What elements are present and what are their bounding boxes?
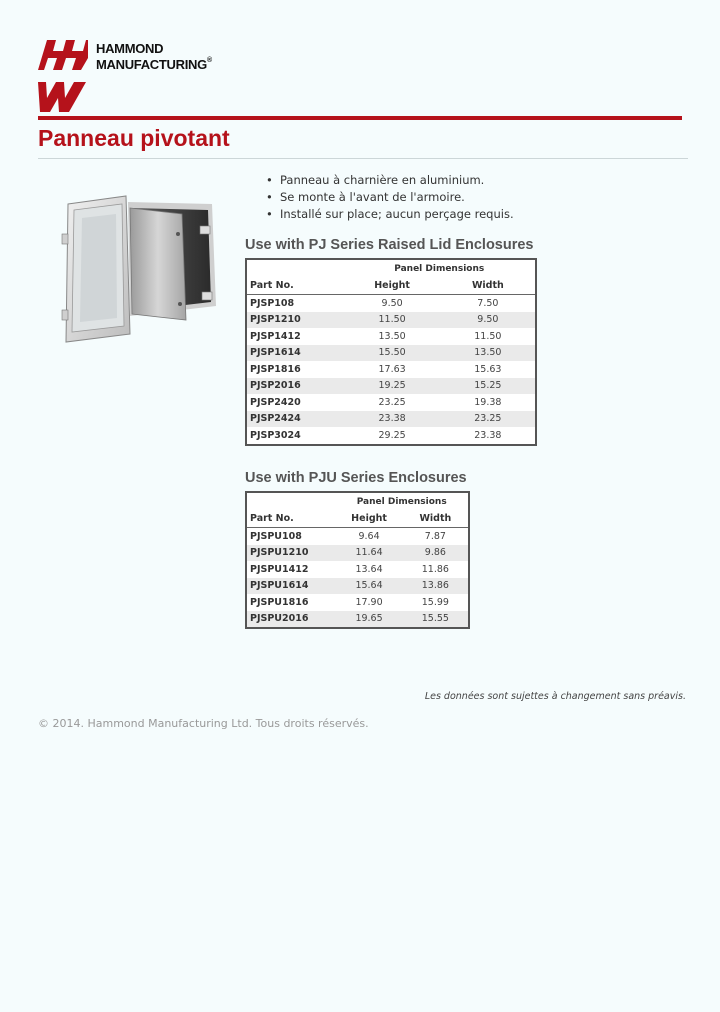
column-header-part-no: Part No. <box>246 277 343 295</box>
pju-series-section-title: Use with PJU Series Enclosures <box>245 470 467 486</box>
height-value: 23.38 <box>343 411 440 428</box>
height-value: 13.50 <box>378 330 406 342</box>
table-row <box>246 328 536 345</box>
width-value: 13.86 <box>403 578 469 595</box>
table-row <box>246 578 469 595</box>
part-number: PJSPU1816 <box>250 596 309 608</box>
width-value: 15.55 <box>403 611 469 629</box>
part-number: PJSP2016 <box>246 378 343 395</box>
height-value: 17.90 <box>355 596 383 608</box>
table-row <box>246 561 469 578</box>
width-value: 23.25 <box>441 411 536 428</box>
table-row <box>246 378 536 395</box>
table-spacer-cell <box>246 492 335 510</box>
width-value: 9.86 <box>403 545 469 562</box>
page-title: Panneau pivotant <box>38 125 230 151</box>
part-number: PJSPU1614 <box>246 578 335 595</box>
column-header-height: Height <box>343 277 440 295</box>
height-value: 15.50 <box>343 345 440 362</box>
feature-list <box>262 172 514 223</box>
width-value: 23.38 <box>474 429 502 441</box>
part-number: PJSPU1412 <box>250 563 309 575</box>
width-value: 11.86 <box>421 563 449 575</box>
height-value: 23.25 <box>378 396 406 408</box>
feature-item: • Installé sur place; aucun perçage requis. <box>262 206 514 223</box>
width-value: 15.99 <box>421 596 449 608</box>
height-value: 19.65 <box>335 611 402 629</box>
feature-item: • Panneau à charnière en aluminium. <box>262 172 514 189</box>
pj-series-section-title: Use with PJ Series Raised Lid Enclosures <box>245 237 534 253</box>
panel-dimensions-header: Panel Dimensions <box>356 496 447 507</box>
part-number: PJSP1816 <box>250 363 301 375</box>
width-value: 15.63 <box>474 363 502 375</box>
panel-dimensions-header: Panel Dimensions <box>394 263 485 274</box>
hammond-logo <box>38 40 238 115</box>
part-number: PJSP3024 <box>250 429 301 441</box>
part-number: PJSPU1210 <box>246 545 335 562</box>
hammond-logo-mark-icon <box>38 40 88 112</box>
table-row <box>246 611 469 629</box>
table-row <box>246 545 469 562</box>
brand-name-line2-text: MANUFACTURING <box>96 57 207 72</box>
brand-name-line1: HAMMOND <box>96 41 164 56</box>
part-number: PJSP108 <box>250 297 295 309</box>
height-value: 13.64 <box>355 563 383 575</box>
height-value: 9.50 <box>381 297 403 309</box>
column-header-part-no: Part No. <box>246 510 335 528</box>
feature-item: • Se monte à l'avant de l'armoire. <box>262 189 514 206</box>
height-value: 9.64 <box>358 530 380 542</box>
part-number: PJSPU2016 <box>246 611 335 629</box>
header-red-rule <box>38 116 682 120</box>
table-row <box>246 295 536 312</box>
width-value: 9.50 <box>441 312 536 329</box>
table-spacer-cell <box>246 259 343 277</box>
width-value: 11.50 <box>474 330 502 342</box>
height-value: 15.64 <box>335 578 402 595</box>
pju-series-dimensions-table <box>245 491 470 629</box>
disclaimer-note: Les données sont sujettes à changement sans préavis. <box>424 691 686 702</box>
part-number: PJSP1614 <box>246 345 343 362</box>
part-number: PJSP1412 <box>250 330 301 342</box>
height-value: 19.25 <box>343 378 440 395</box>
height-value: 17.63 <box>378 363 406 375</box>
width-value: 15.25 <box>441 378 536 395</box>
table-row <box>246 361 536 378</box>
table-row <box>246 345 536 362</box>
part-number: PJSP2424 <box>246 411 343 428</box>
width-value: 13.50 <box>441 345 536 362</box>
column-header-width: Width <box>403 510 469 528</box>
copyright-notice: © 2014. Hammond Manufacturing Ltd. Tous droits réservés. <box>38 717 369 730</box>
width-value: 7.87 <box>424 530 446 542</box>
part-number: PJSP1210 <box>246 312 343 329</box>
table-row <box>246 312 536 329</box>
table-row <box>246 411 536 428</box>
column-header-width: Width <box>441 277 536 295</box>
height-value: 11.50 <box>343 312 440 329</box>
table-row <box>246 594 469 611</box>
table-row <box>246 394 536 411</box>
table-row <box>246 528 469 545</box>
enclosure-product-image <box>60 194 220 344</box>
width-value: 7.50 <box>477 297 499 309</box>
registered-mark: ® <box>206 57 212 64</box>
height-value: 29.25 <box>378 429 406 441</box>
title-divider <box>38 158 688 159</box>
part-number: PJSPU108 <box>250 530 302 542</box>
part-number: PJSP2420 <box>250 396 301 408</box>
brand-name-line2 <box>96 57 212 72</box>
table-row <box>246 427 536 445</box>
pj-series-dimensions-table <box>245 258 537 446</box>
width-value: 19.38 <box>474 396 502 408</box>
column-header-height: Height <box>335 510 402 528</box>
height-value: 11.64 <box>335 545 402 562</box>
